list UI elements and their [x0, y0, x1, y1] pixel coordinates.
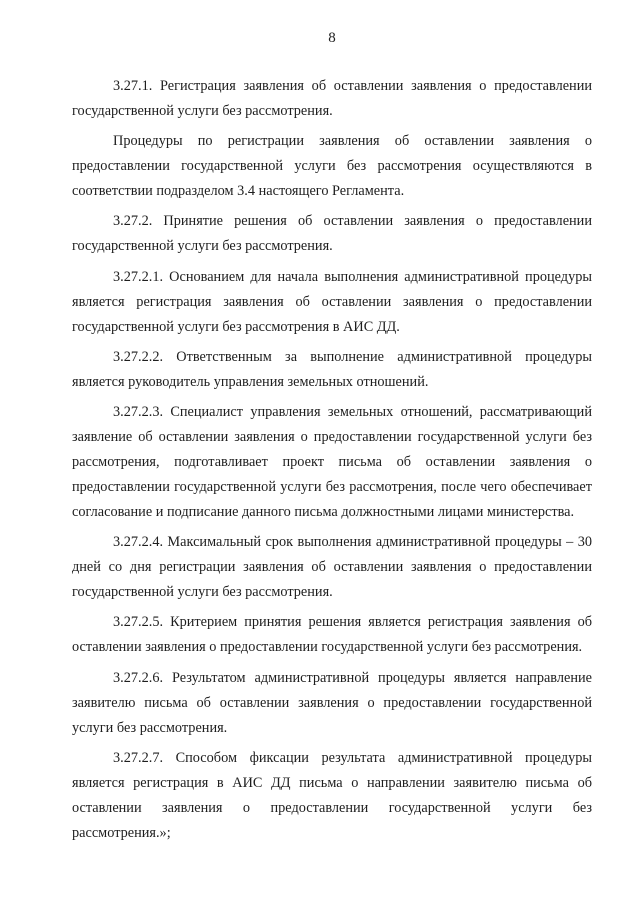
paragraph-3-27-2-5: 3.27.2.5. Критерием принятия решения является регистрация заявления об оставлении заявления о предоставлении государственной услуги без рассмотрения. [72, 614, 592, 656]
document-body [72, 74, 592, 846]
paragraph-registration-procedure: Процедуры по регистрации заявления об оставлении заявления о предоставлении государственной услуги без рассмотрения осуществляются в соответствии подразделом 3.4 настоящего Регламента. [72, 133, 592, 200]
paragraph-3-27-2-6: 3.27.2.6. Результатом административной процедуры является направление заявителю письма об оставлении заявления о предоставлении государственной услуги без рассмотрения. [72, 669, 592, 736]
paragraph-3-27-2-2: 3.27.2.2. Ответственным за выполнение административной процедуры является руководитель управления земельных отношений. [72, 348, 592, 390]
paragraph-3-27-1: 3.27.1. Регистрация заявления об оставлении заявления о предоставлении государственной услуги без рассмотрения. [72, 78, 592, 119]
paragraph-3-27-2: 3.27.2. Принятие решения об оставлении заявления о предоставлении государственной услуги без рассмотрения. [72, 213, 592, 255]
paragraph-3-27-2-3: 3.27.2.3. Специалист управления земельных отношений, рассматривающий заявление об оставлении заявления о предоставлении государственной услуги без рассмотрения, подготавливает проект письма об оставлении заявления о предоставлении государственной услуги без рассмотрения, после чего обеспечивает согласование и подписание данного письма должностными лицами министерства. [72, 403, 592, 520]
paragraph-3-27-2-4: 3.27.2.4. Максимальный срок выполнения административной процедуры – 30 дней со дня регистрации заявления об оставлении заявления о предоставлении государственной услуги без рассмотрения. [72, 534, 592, 601]
page-number: 8 [328, 30, 336, 46]
paragraph-3-27-2-1: 3.27.2.1. Основанием для начала выполнения административной процедуры является регистрация заявления об оставлении заявления о предоставлении государственной услуги без рассмотрения в АИС ДД. [72, 268, 592, 335]
paragraph-3-27-2-7: 3.27.2.7. Способом фиксации результата административной процедуры является регистрация в АИС ДД письма о направлении заявителю письма об оставлении заявления о предоставлении государственной услуги без рассмотрения.»; [72, 749, 592, 841]
